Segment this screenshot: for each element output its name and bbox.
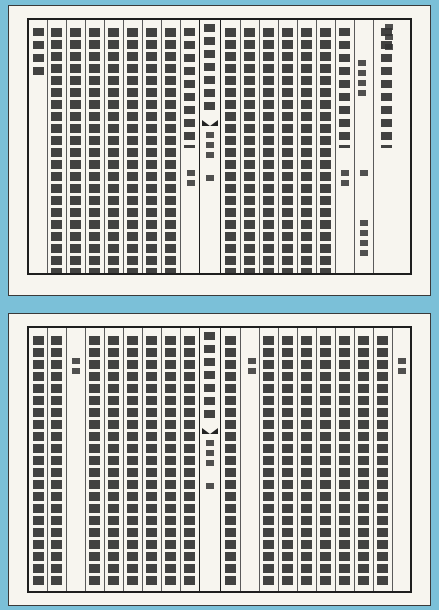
text-column — [301, 28, 312, 273]
text-column — [301, 336, 312, 586]
catalog-marker — [385, 24, 393, 54]
section-heading — [72, 358, 80, 378]
text-column — [89, 28, 100, 273]
fold-title — [204, 332, 215, 422]
author-line — [360, 220, 368, 260]
fold-chapter — [206, 132, 214, 162]
text-column — [225, 336, 236, 586]
text-frame-top — [27, 18, 412, 275]
text-column — [146, 336, 157, 586]
page-spread-top — [8, 5, 431, 296]
text-frame-bottom — [27, 326, 412, 593]
fold-gutter — [199, 20, 221, 273]
chapter-heading — [358, 60, 366, 100]
text-column — [89, 336, 100, 586]
text-column — [282, 336, 293, 586]
text-column — [339, 28, 350, 148]
page-number — [206, 175, 214, 185]
page-spread-bottom — [8, 313, 431, 606]
text-column — [51, 28, 62, 273]
page-number — [206, 483, 214, 493]
text-column — [184, 28, 195, 148]
section-heading — [398, 358, 406, 378]
text-column — [263, 336, 274, 586]
text-column — [339, 336, 350, 586]
section-heading — [248, 358, 256, 378]
text-column — [244, 28, 255, 273]
text-column — [282, 28, 293, 273]
text-column — [108, 28, 119, 273]
text-column — [165, 28, 176, 273]
text-column — [377, 336, 388, 586]
text-column — [127, 336, 138, 586]
fold-mark — [202, 428, 218, 434]
section-heading — [187, 170, 195, 190]
fold-title — [204, 24, 215, 114]
text-column — [70, 28, 81, 273]
text-column — [127, 28, 138, 273]
text-column — [263, 28, 274, 273]
text-column — [108, 336, 119, 586]
fold-gutter — [199, 328, 221, 591]
fold-mark — [202, 120, 218, 126]
text-column — [165, 336, 176, 586]
text-column — [51, 336, 62, 586]
heading-mark — [360, 170, 368, 180]
text-column — [184, 336, 195, 586]
text-column — [33, 336, 44, 586]
text-column — [320, 28, 331, 273]
fold-chapter — [206, 440, 214, 470]
text-column — [33, 28, 44, 78]
text-column — [358, 336, 369, 586]
text-column — [146, 28, 157, 273]
section-heading — [341, 170, 349, 190]
text-column — [225, 28, 236, 273]
text-column — [320, 336, 331, 586]
